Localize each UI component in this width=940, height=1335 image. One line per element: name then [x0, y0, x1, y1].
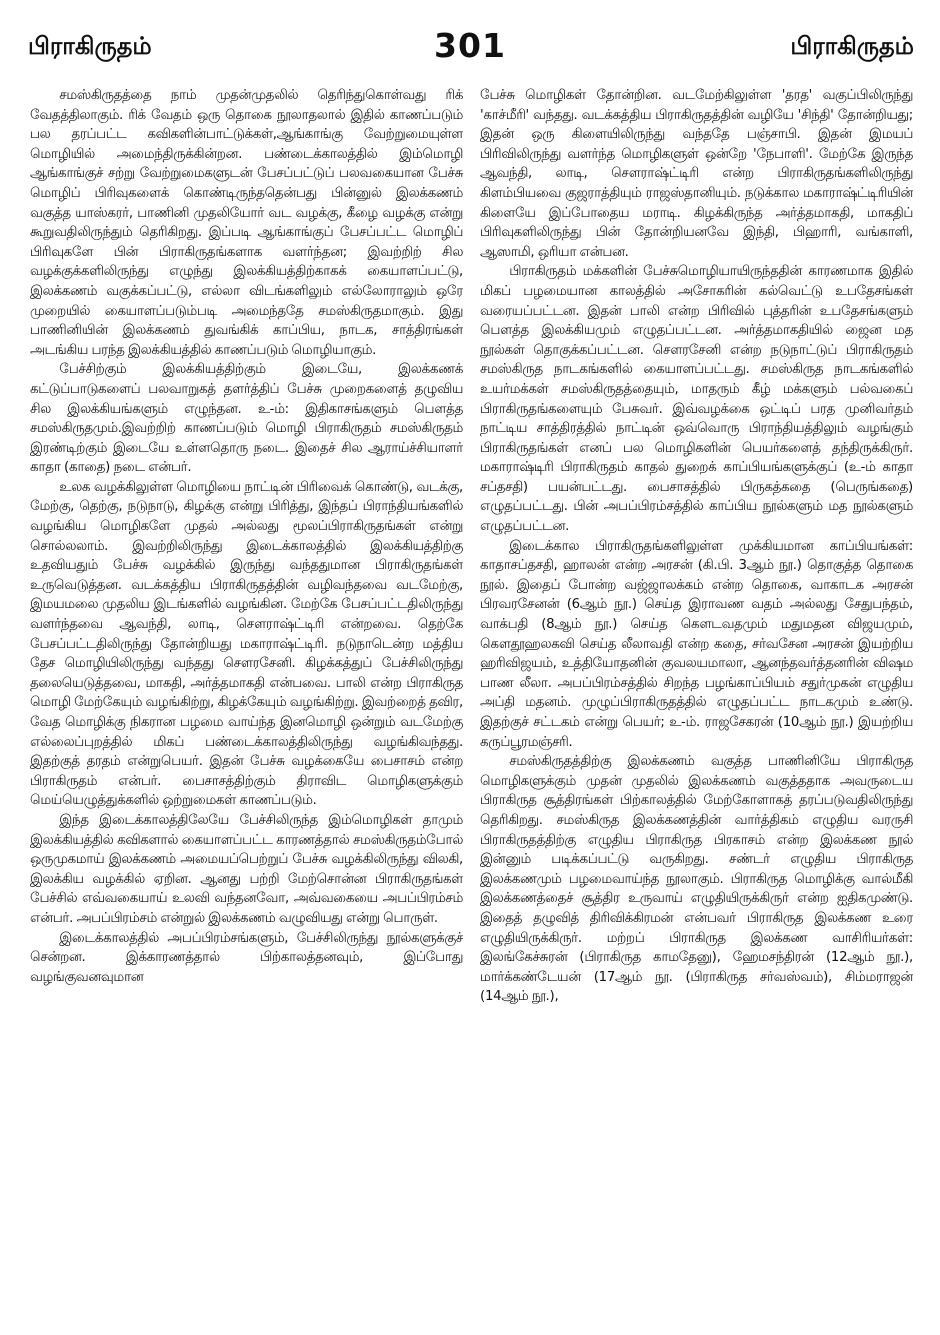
paragraph: பேச்சிற்கும் இலக்கியத்திற்கும் இடையே, இலக்கணக் கட்டுப்பாடுகளைப் பலவாறுகத் தளர்த்திப் பேச்சு முறைகளைத் தழுவிய சில இலக்கியங்களும் எழுந்தன. உ-ம்: இதிகாசங்களும் பௌத்த சமஸ்கிருதமும்.இவற்றிற் காணப்படும் மொழி பிராகிருதம் சமஸ்கிருதம் இரண்டிற்கும் இடையே உள்ளதொரு நடை. இதைச் சில ஆராய்ச்சியாளர் காதா (காதை) நடை என்பர். [30, 362, 463, 476]
paragraph: சமஸ்கிருதத்திற்கு இலக்கணம் வகுத்த பாணினியே பிராகிருத மொழிகளுக்கும் முதன் முதலில் இலக்கணம் வகுத்ததாக அவருடைய பிராகிருத சூத்திரங்கள் பிற்காலத்தில் மேற்கோளாகத் தரப்படுவதிலிருந்து தெரிகிறது. சமஸ்கிருத இலக்கணத்தின் வார்த்திகம் எழுதிய வரருசி பிராகிருதத்திற்கு எழுதிய பிராகிருத பிரகாசம் என்ற இலக்கண நூல் இன்னும் படிக்கப்பட்டு வருகிறது. சண்டர் எழுதிய பிராகிருத இலக்கணமும் பழமைவாய்ந்த நூலாகும். பிராகிருத மொழிக்கு வால்மீகி இலக்கணத்தைச் சூத்திர உருவாய் எழுதியிருக்கிருர் என்ற ஐதிகமுண்டு. இதைத் தழுவித் திரிவிக்கிரமன் என்பவர் பிராகிருத இலக்கண உரை எழுதியிருக்கிருர். மற்றப் பிராகிருத இலக்கண வாசிரியர்கள்: இலங்கேச்சுரன் (பிராகிருத காமதேனு), ஹேமசந்திரன் (12ஆம் நூ.), மார்க்கண்டேயன் (17ஆம் நூ. (பிராகிருத சர்வஸ்வம்), சிம்மராஜன் (14ஆம் நூ.), [480, 754, 913, 1005]
paragraph: சமஸ்கிருதத்தை நாம் முதன்முதலில் தெரிந்துகொள்வது ரிக் வேதத்திலாகும். ரிக் வேதம் ஒரு தொகை நூலாதலால் இதில் காணப்படும் பல தரப்பட்ட கவிகளின்பாட்டுக்கள்,ஆங்காங்கு வேற்றுமையுள்ள மொழியில் அமைந்திருக்கின்றன. பண்டைக்காலத்தில் இம்மொழி ஆங்காங்குச் சற்று வேற்றுமைகளுடன் பேசப்பட்டுப் பலவகையான பேச்சு மொழிப் பிரிவுகளைக் கொண்டிருந்ததென்பது பின்னுல் இலக்கணம் வகுத்த யாஸ்கரர், பாணினி முதலியோர் வட வழக்கு, கீழை வழக்கு என்று கூறுவதிலிருந்தும் தெரிகிறது. இப்படி ஆங்காங்குப் பேசப்பட்ட மொழிப் பிரிவுகளே பின் பிராகிருதங்களாக வளர்ந்தன; இவற்றிற் சில வழக்குக்களிலிருந்து எழுந்து இலக்கியத்திற்காகக் கையாளப்பட்டு, இலக்கணம் வகுக்கப்பட்டு, எல்லா விடங்களிலும் எல்லோராலும் ஒரே முறையில் கையாளப்படும்படி அமைந்ததே சமஸ்கிருதமாகும். இது பாணினியின் இலக்கணம் துவங்கிக் காப்பிய, நாடக, சாத்திரங்கள் அடங்கிய பரந்த இலக்கியத்தில் காணப்படும் மொழியாகும். [30, 88, 463, 358]
page-header [0, 0, 940, 80]
right-column [480, 86, 913, 1326]
left-column [30, 86, 463, 1326]
paragraph: இடைக்கால பிராகிருதங்களிலுள்ள முக்கியமான காப்பியங்கள்: காதாசப்தசதி, ஹாலன் என்ற அரசன் (கி.பி. 3ஆம் நூ.) தொகுத்த தொகை நூல். இதைப் போன்ற வஜ்ஜாலக்கம் என்ற தொகை, வாகாடக அரசன் பிரவரசேனன் (6ஆம் நூ.) செய்த இராவண வதம் அல்லது சேதுபந்தம், வாக்பதி (8ஆம் நூ.) செய்த கௌடவதமும் மதுமதன விஜயமும், கௌதூஹலகவி செய்த லீலாவதி என்ற கதை, சர்வசேன அரசன் இயற்றிய ஹரிவிஜயம், உத்தியோதனின் குவலயமாலா, ஆனந்தவர்த்தனரின் விஷம பாண லீலா. அபப்பிரம்சத்தில் சிறந்த பழங்காப்பியம் சதுர்முகன் எழுதிய அப்தி மதனம். முழுப்பிராகிருதத்தில் எழுதப்பட்ட நாடகமும் உண்டு. இதற்குச் சட்டகம் என்று பெயர்; உ-ம். ராஜசேகரன் (10ஆம் நூ.) இயற்றிய கருப்பூரமஞ்சரி. [480, 538, 913, 750]
running-head-left: பிராகிருதம் [28, 32, 152, 60]
paragraph: இடைக்காலத்தில் அபப்பிரம்சங்களும், பேச்சிலிருந்து நூல்களுக்குச் சென்றன. இக்காரணத்தால் பிற்காலத்தனவும், இப்போது வழங்குவனவுமான [30, 930, 463, 985]
paragraph-continued: பேச்சு மொழிகள் தோன்றின. வடமேற்கிலுள்ள 'தரத' வகுப்பிலிருந்து 'காச்மீரி' வந்தது. வடக்கத்திய பிராகிருதத்தின் வழியே 'சிந்தி' தோன்றியது; இதன் ஒரு கிளையிலிருந்து வந்ததே பஞ்சாபி. இதன் இமயப் பிரிவிலிருந்து வளர்ந்த மொழிகளுள் ஒன்றே 'நேபாளி'. மேற்கே இருந்த ஆவந்தி, லாடி, சௌராஷ்ட்டிரி என்ற பிராகிருதங்களிலிருந்து கிளம்பியவை குஜராத்தியும் ராஜஸ்தானியும். நடுக்கால மகாராஷ்ட்டிரியின் கிளையே இப்போதைய மராடி. கிழக்கிருந்த அர்த்தமாகதி, மாகதிப் பிரிவுகளிலிருந்து பின் தோன்றியனவே இந்தி, பிஹாரி, வங்காளி, ஆஸாமி, ஒரியா என்பன. [480, 88, 913, 260]
paragraph: பிராகிருதம் மக்களின் பேச்சுமொழியாயிருந்ததின் காரணமாக இதில் மிகப் பழமையான காலத்தில் அசோகரின் கல்வெட்டு உபதேசங்கள் வரையப்பட்டன. இதன் பாலி என்ற பிரிவில் புத்தரின் உபதேசங்களும் பௌத்த இலக்கியமும் எழுதப்பட்டன. அர்த்தமாகதியில் ஜைன மத நூல்கள் தொகுக்கப்பட்டன. சௌரசேனி என்ற நடுநாட்டுப் பிராகிருதம் சமஸ்கிருத நாடகங்களில் கையாளப்பட்டது. சமஸ்கிருத நாடகங்களில் உயர்மக்கள் சமஸ்கிருதத்தையும், மாதரும் கீழ் மக்களும் பல்வகைப் பிராகிருதங்களையும் பேசுவர். இவ்வழக்கை ஒட்டிப் பரத முனிவர்தம் நாட்டிய சாத்திரத்தில் நாட்டின் ஒவ்வொரு பிராந்தியத்திலும் வழங்கும் பிராகிருதங்கள் எனப் பல மொழிகளின் பெயர்களைத் தந்திருக்கிருர். மகாராஷ்டிரி பிராகிருதம் காதல் துறைக் காப்பியங்களுக்குப் (உ-ம் காதா சப்தசதி) பயன்பட்டது. பைசாசத்தில் பிருகத்கதை (பெருங்கதை) எழுதப்பட்டது. பின் அபப்பிரம்சத்தில் காப்பிய நூல்களும் மத நூல்களும் எழுதப்பட்டன. [480, 264, 913, 535]
page-number: 301 [434, 26, 506, 65]
running-head-right: பிராகிருதம் [790, 32, 914, 60]
paragraph: இந்த இடைக்காலத்திலேயே பேச்சிலிருந்த இம்மொழிகள் தாமும் இலக்கியத்தில் கவிகளால் கையாளப்பட்ட காரணத்தால் சமஸ்கிருதம்போல் ஒருமுகமாய் இலக்கணம் அமையப்பெற்றுப் பேச்சு வழக்கிலிருந்து விலகி, இலக்கிய வழக்கில் ஏறின. ஆனது பற்றி மேற்சொன்ன பிராகிருதங்கள் பேச்சில் எவ்வகையாய் உலவி வந்தனவோ, அவ்வகையை அபப்பிரம்சம் என்பர். அபப்பிரம்சம் என்றுல் இலக்கணம் வழுவியது என்று பொருள். [30, 812, 463, 926]
paragraph: உலக வழக்கிலுள்ள மொழியை நாட்டின் பிரிவைக் கொண்டு, வடக்கு, மேற்கு, தெற்கு, நடுநாடு, கிழக்கு என்று பிரித்து, இந்தப் பிராந்தியங்களில் வழங்கிய மொழிகளே முதல் அல்லது மூலப்பிராகிருதங்கள் என்று சொல்லலாம். இவற்றிலிருந்து இடைக்காலத்தில் இலக்கியத்திற்கு உதவியதும் பேச்சு வழக்கில் இருந்து வந்ததுமான பிராகிருதங்கள் உருவெடுத்தன. வடக்கத்திய பிராகிருதத்தின் வழிவந்தவை வடமேற்கு, இமயமலை முதலிய இடங்களில் வழங்கின. மேற்கே பேசப்பட்டதிலிருந்து வளர்ந்தவை ஆவந்தி, லாடி, சௌராஷ்ட்டிரி என்றவை. தெற்கே பேசப்பட்டதிலிருந்து தோன்றியது மகாராஷ்ட்டிரி. நடுநாடென்ற மத்திய தேச மொழியிலிருந்து வந்தது சௌரசேனி. கிழக்கத்துப் பேச்சிலிருந்து தலையெடுத்தவை, மாகதி, அர்த்தமாகதி என்பவை. பாலி என்ற பிராகிருத மொழி மேற்கேயும் வழங்கிற்று, கிழக்கேயும் வழங்கிற்று. இவற்றைத் தவிர, வேத மொழிக்கு நிகரான பழமை வாய்ந்த இனமொழி ஒன்றும் வடமேற்கு எல்லைப்புறத்தில் மிகப் பண்டைக்காலத்திலிருந்து வழங்கிவந்தது. இதற்குத் தரதம் என்றுபெயர். இதன் பேச்சு வழக்கையே பைசாசம் என்ற பிராகிருதம் என்பர். பைசாசத்திற்கும் திராவிட மொழிகளுக்கும் மெய்யெழுத்துக்களில் ஒற்றுமைகள் காணப்படும். [30, 479, 463, 809]
